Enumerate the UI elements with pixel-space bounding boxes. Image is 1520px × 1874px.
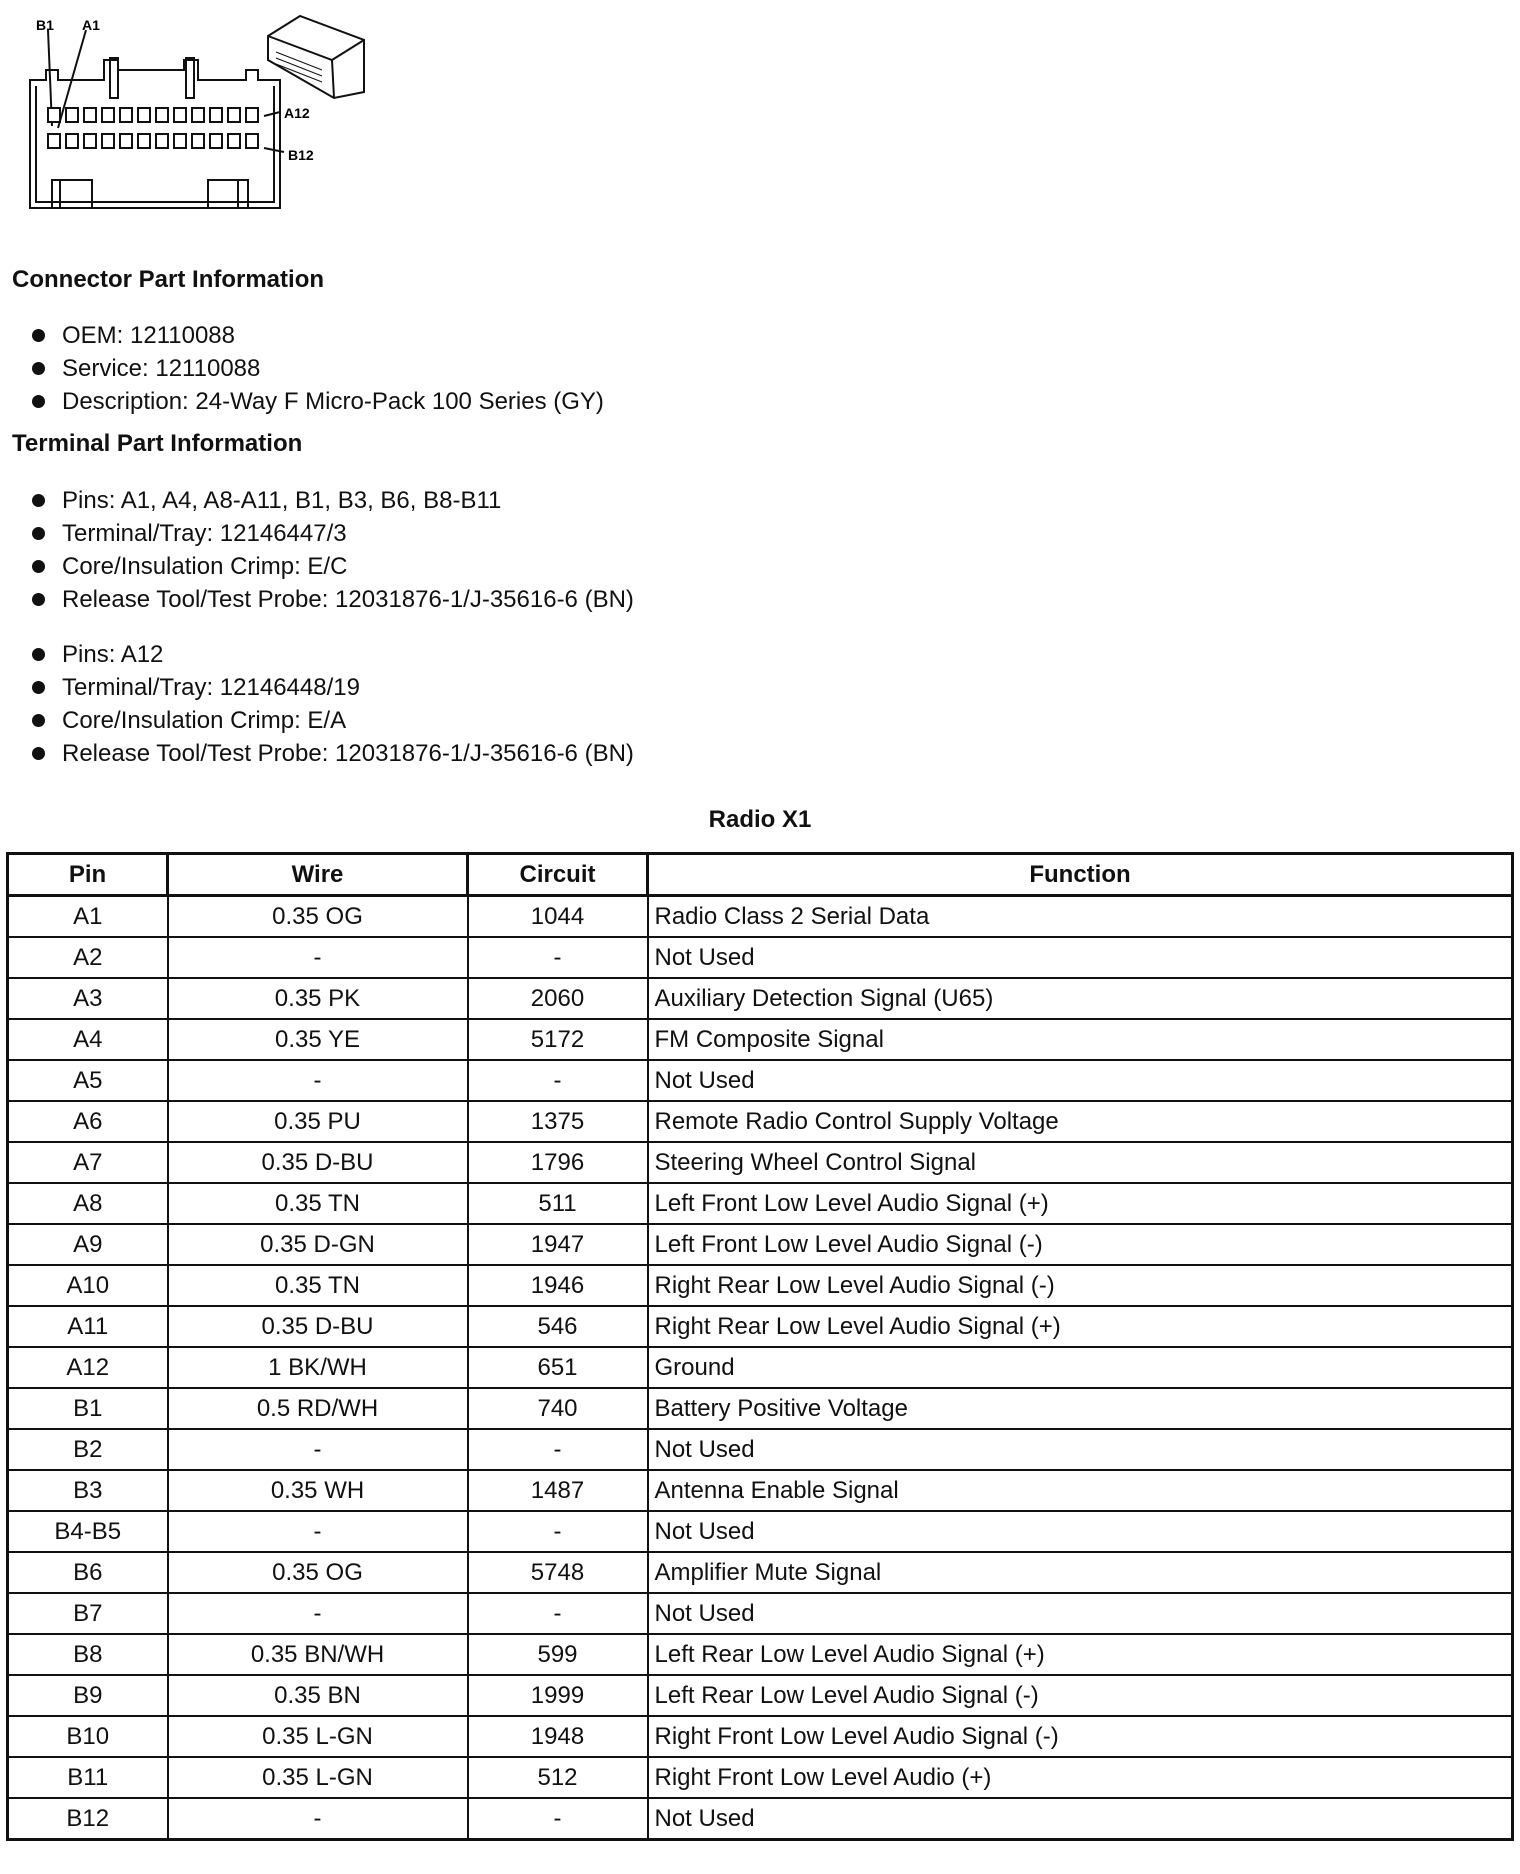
cavity-a bbox=[210, 108, 222, 122]
cell-function: Not Used bbox=[648, 1060, 1513, 1101]
table-row bbox=[8, 1675, 1513, 1716]
cell-pin: B4-B5 bbox=[8, 1511, 168, 1552]
cell-wire: 0.35 L-GN bbox=[168, 1757, 468, 1798]
cell-wire: 0.35 WH bbox=[168, 1470, 468, 1511]
cell-pin: A5 bbox=[8, 1060, 168, 1101]
cavity-a bbox=[228, 108, 240, 122]
cell-function: FM Composite Signal bbox=[648, 1019, 1513, 1060]
connector-heading: Connector Part Information bbox=[12, 266, 325, 293]
table-row bbox=[8, 896, 1513, 938]
cell-circuit: 1375 bbox=[468, 1101, 648, 1142]
cell-circuit: 5172 bbox=[468, 1019, 648, 1060]
cell-circuit: 1999 bbox=[468, 1675, 648, 1716]
table-row bbox=[8, 1388, 1513, 1429]
bullet-icon bbox=[32, 560, 45, 573]
cell-circuit: 1947 bbox=[468, 1224, 648, 1265]
cell-function: Radio Class 2 Serial Data bbox=[648, 896, 1513, 938]
cell-wire: - bbox=[168, 1429, 468, 1470]
table-row bbox=[8, 1511, 1513, 1552]
bullet-icon bbox=[32, 747, 45, 760]
table-row bbox=[8, 978, 1513, 1019]
cavity-a bbox=[174, 108, 186, 122]
cell-circuit: - bbox=[468, 1593, 648, 1634]
cavity-b bbox=[192, 134, 204, 148]
bullet-icon bbox=[32, 395, 45, 408]
list-item: Core/Insulation Crimp: E/A bbox=[30, 704, 634, 737]
cell-wire: 0.35 D-BU bbox=[168, 1142, 468, 1183]
cell-circuit: - bbox=[468, 1511, 648, 1552]
cavity-a bbox=[138, 108, 150, 122]
cell-function: Not Used bbox=[648, 937, 1513, 978]
header-circuit: Circuit bbox=[468, 854, 648, 896]
cell-circuit: 1946 bbox=[468, 1265, 648, 1306]
list-item: Terminal/Tray: 12146448/19 bbox=[30, 671, 634, 704]
table-row bbox=[8, 1224, 1513, 1265]
cell-function: Right Rear Low Level Audio Signal (-) bbox=[648, 1265, 1513, 1306]
cell-pin: B10 bbox=[8, 1716, 168, 1757]
cell-wire: 0.35 YE bbox=[168, 1019, 468, 1060]
cell-circuit: 1044 bbox=[468, 896, 648, 938]
table-row bbox=[8, 1757, 1513, 1798]
list-item: OEM: 12110088 bbox=[30, 319, 604, 352]
cell-wire: - bbox=[168, 1511, 468, 1552]
pinout-table bbox=[6, 852, 1514, 1841]
table-row bbox=[8, 1716, 1513, 1757]
cell-function: Steering Wheel Control Signal bbox=[648, 1142, 1513, 1183]
cavity-a bbox=[102, 108, 114, 122]
cell-pin: A7 bbox=[8, 1142, 168, 1183]
cell-circuit: - bbox=[468, 1798, 648, 1840]
cell-function: Right Rear Low Level Audio Signal (+) bbox=[648, 1306, 1513, 1347]
table-row bbox=[8, 1306, 1513, 1347]
table-row bbox=[8, 937, 1513, 978]
cell-pin: A12 bbox=[8, 1347, 168, 1388]
header-function: Function bbox=[648, 854, 1513, 896]
cell-pin: A6 bbox=[8, 1101, 168, 1142]
cell-pin: A2 bbox=[8, 937, 168, 978]
cell-wire: - bbox=[168, 937, 468, 978]
cell-circuit: 511 bbox=[468, 1183, 648, 1224]
cell-pin: B3 bbox=[8, 1470, 168, 1511]
table-body bbox=[8, 896, 1513, 1840]
list-item: Release Tool/Test Probe: 12031876-1/J-35616-6 (BN) bbox=[30, 583, 634, 616]
cavity-b bbox=[246, 134, 258, 148]
cavity-a bbox=[66, 108, 78, 122]
table-row bbox=[8, 1593, 1513, 1634]
table-row bbox=[8, 1347, 1513, 1388]
cell-circuit: 1796 bbox=[468, 1142, 648, 1183]
cell-circuit: 1948 bbox=[468, 1716, 648, 1757]
cell-function: Left Rear Low Level Audio Signal (+) bbox=[648, 1634, 1513, 1675]
cell-pin: B1 bbox=[8, 1388, 168, 1429]
cavity-a bbox=[48, 108, 60, 122]
connector-diagram bbox=[18, 8, 378, 218]
cavity-b bbox=[228, 134, 240, 148]
cavity-a bbox=[192, 108, 204, 122]
cavity-a bbox=[84, 108, 96, 122]
list-item: Pins: A1, A4, A8-A11, B1, B3, B6, B8-B11 bbox=[30, 484, 634, 517]
table-row bbox=[8, 1101, 1513, 1142]
cell-circuit: 512 bbox=[468, 1757, 648, 1798]
cell-wire: 0.35 BN bbox=[168, 1675, 468, 1716]
table-row bbox=[8, 1142, 1513, 1183]
connector-list bbox=[30, 319, 604, 418]
list-item: Release Tool/Test Probe: 12031876-1/J-35616-6 (BN) bbox=[30, 737, 634, 770]
cell-pin: B11 bbox=[8, 1757, 168, 1798]
list-item: Pins: A12 bbox=[30, 638, 634, 671]
label-a12: A12 bbox=[284, 105, 310, 121]
cavity-b bbox=[84, 134, 96, 148]
cavity-a bbox=[120, 108, 132, 122]
bullet-icon bbox=[32, 362, 45, 375]
list-item: Service: 12110088 bbox=[30, 352, 604, 385]
cell-wire: - bbox=[168, 1060, 468, 1101]
table-row bbox=[8, 1265, 1513, 1306]
cell-wire: 0.35 BN/WH bbox=[168, 1634, 468, 1675]
cell-wire: 1 BK/WH bbox=[168, 1347, 468, 1388]
bullet-icon bbox=[32, 527, 45, 540]
cell-function: Antenna Enable Signal bbox=[648, 1470, 1513, 1511]
cell-pin: B9 bbox=[8, 1675, 168, 1716]
cell-wire: 0.35 L-GN bbox=[168, 1716, 468, 1757]
cell-function: Not Used bbox=[648, 1511, 1513, 1552]
cavity-a bbox=[156, 108, 168, 122]
table-row bbox=[8, 1634, 1513, 1675]
cell-circuit: - bbox=[468, 1060, 648, 1101]
cell-circuit: 1487 bbox=[468, 1470, 648, 1511]
cell-function: Right Front Low Level Audio (+) bbox=[648, 1757, 1513, 1798]
cell-wire: 0.35 OG bbox=[168, 1552, 468, 1593]
terminal-heading: Terminal Part Information bbox=[12, 430, 303, 457]
cell-function: Auxiliary Detection Signal (U65) bbox=[648, 978, 1513, 1019]
cell-pin: B8 bbox=[8, 1634, 168, 1675]
cavity-b bbox=[138, 134, 150, 148]
header-pin: Pin bbox=[8, 854, 168, 896]
cell-circuit: 599 bbox=[468, 1634, 648, 1675]
cell-circuit: 5748 bbox=[468, 1552, 648, 1593]
cell-function: Not Used bbox=[648, 1429, 1513, 1470]
bullet-icon bbox=[32, 681, 45, 694]
list-item: Core/Insulation Crimp: E/C bbox=[30, 550, 634, 583]
cell-pin: A9 bbox=[8, 1224, 168, 1265]
cell-function: Left Rear Low Level Audio Signal (-) bbox=[648, 1675, 1513, 1716]
label-a1: A1 bbox=[82, 17, 100, 33]
bullet-icon bbox=[32, 714, 45, 727]
label-b12: B12 bbox=[288, 147, 314, 163]
cell-function: Not Used bbox=[648, 1593, 1513, 1634]
cell-pin: A1 bbox=[8, 896, 168, 938]
label-b1: B1 bbox=[36, 17, 54, 33]
cell-circuit: 651 bbox=[468, 1347, 648, 1388]
terminal-list-1 bbox=[30, 484, 634, 616]
cavity-b bbox=[156, 134, 168, 148]
table-row bbox=[8, 1429, 1513, 1470]
cell-pin: A8 bbox=[8, 1183, 168, 1224]
header-wire: Wire bbox=[168, 854, 468, 896]
cell-function: Left Front Low Level Audio Signal (-) bbox=[648, 1224, 1513, 1265]
cell-wire: 0.35 TN bbox=[168, 1183, 468, 1224]
cell-function: Ground bbox=[648, 1347, 1513, 1388]
bullet-icon bbox=[32, 329, 45, 342]
cell-wire: 0.35 D-GN bbox=[168, 1224, 468, 1265]
cell-function: Not Used bbox=[648, 1798, 1513, 1840]
bullet-icon bbox=[32, 593, 45, 606]
cell-function: Amplifier Mute Signal bbox=[648, 1552, 1513, 1593]
cell-circuit: 2060 bbox=[468, 978, 648, 1019]
cell-pin: B12 bbox=[8, 1798, 168, 1840]
table-row bbox=[8, 1798, 1513, 1840]
cavity-b bbox=[48, 134, 60, 148]
cell-wire: 0.35 PK bbox=[168, 978, 468, 1019]
cavity-b bbox=[120, 134, 132, 148]
table-row bbox=[8, 1552, 1513, 1593]
cell-wire: 0.35 D-BU bbox=[168, 1306, 468, 1347]
cell-circuit: - bbox=[468, 937, 648, 978]
bullet-icon bbox=[32, 494, 45, 507]
cell-wire: 0.5 RD/WH bbox=[168, 1388, 468, 1429]
cell-function: Right Front Low Level Audio Signal (-) bbox=[648, 1716, 1513, 1757]
cell-pin: A3 bbox=[8, 978, 168, 1019]
cell-pin: A11 bbox=[8, 1306, 168, 1347]
bullet-icon bbox=[32, 648, 45, 661]
cell-pin: A4 bbox=[8, 1019, 168, 1060]
cell-circuit: 546 bbox=[468, 1306, 648, 1347]
cell-wire: 0.35 TN bbox=[168, 1265, 468, 1306]
cell-wire: - bbox=[168, 1798, 468, 1840]
cell-circuit: - bbox=[468, 1429, 648, 1470]
cavity-b bbox=[174, 134, 186, 148]
table-row bbox=[8, 1019, 1513, 1060]
cell-pin: B6 bbox=[8, 1552, 168, 1593]
cell-function: Battery Positive Voltage bbox=[648, 1388, 1513, 1429]
cavity-a bbox=[246, 108, 258, 122]
terminal-list-2 bbox=[30, 638, 634, 770]
table-row bbox=[8, 1470, 1513, 1511]
cell-pin: B2 bbox=[8, 1429, 168, 1470]
table-title: Radio X1 bbox=[708, 806, 812, 833]
table-header-row bbox=[8, 854, 1513, 896]
cell-function: Left Front Low Level Audio Signal (+) bbox=[648, 1183, 1513, 1224]
cell-pin: B7 bbox=[8, 1593, 168, 1634]
list-item: Description: 24-Way F Micro-Pack 100 Series (GY) bbox=[30, 385, 604, 418]
cell-wire: 0.35 OG bbox=[168, 896, 468, 938]
cell-pin: A10 bbox=[8, 1265, 168, 1306]
cell-wire: - bbox=[168, 1593, 468, 1634]
cavity-b bbox=[210, 134, 222, 148]
cavity-b bbox=[102, 134, 114, 148]
table-row bbox=[8, 1060, 1513, 1101]
table-row bbox=[8, 1183, 1513, 1224]
list-item: Terminal/Tray: 12146447/3 bbox=[30, 517, 634, 550]
cavity-b bbox=[66, 134, 78, 148]
cell-wire: 0.35 PU bbox=[168, 1101, 468, 1142]
cell-circuit: 740 bbox=[468, 1388, 648, 1429]
cell-function: Remote Radio Control Supply Voltage bbox=[648, 1101, 1513, 1142]
